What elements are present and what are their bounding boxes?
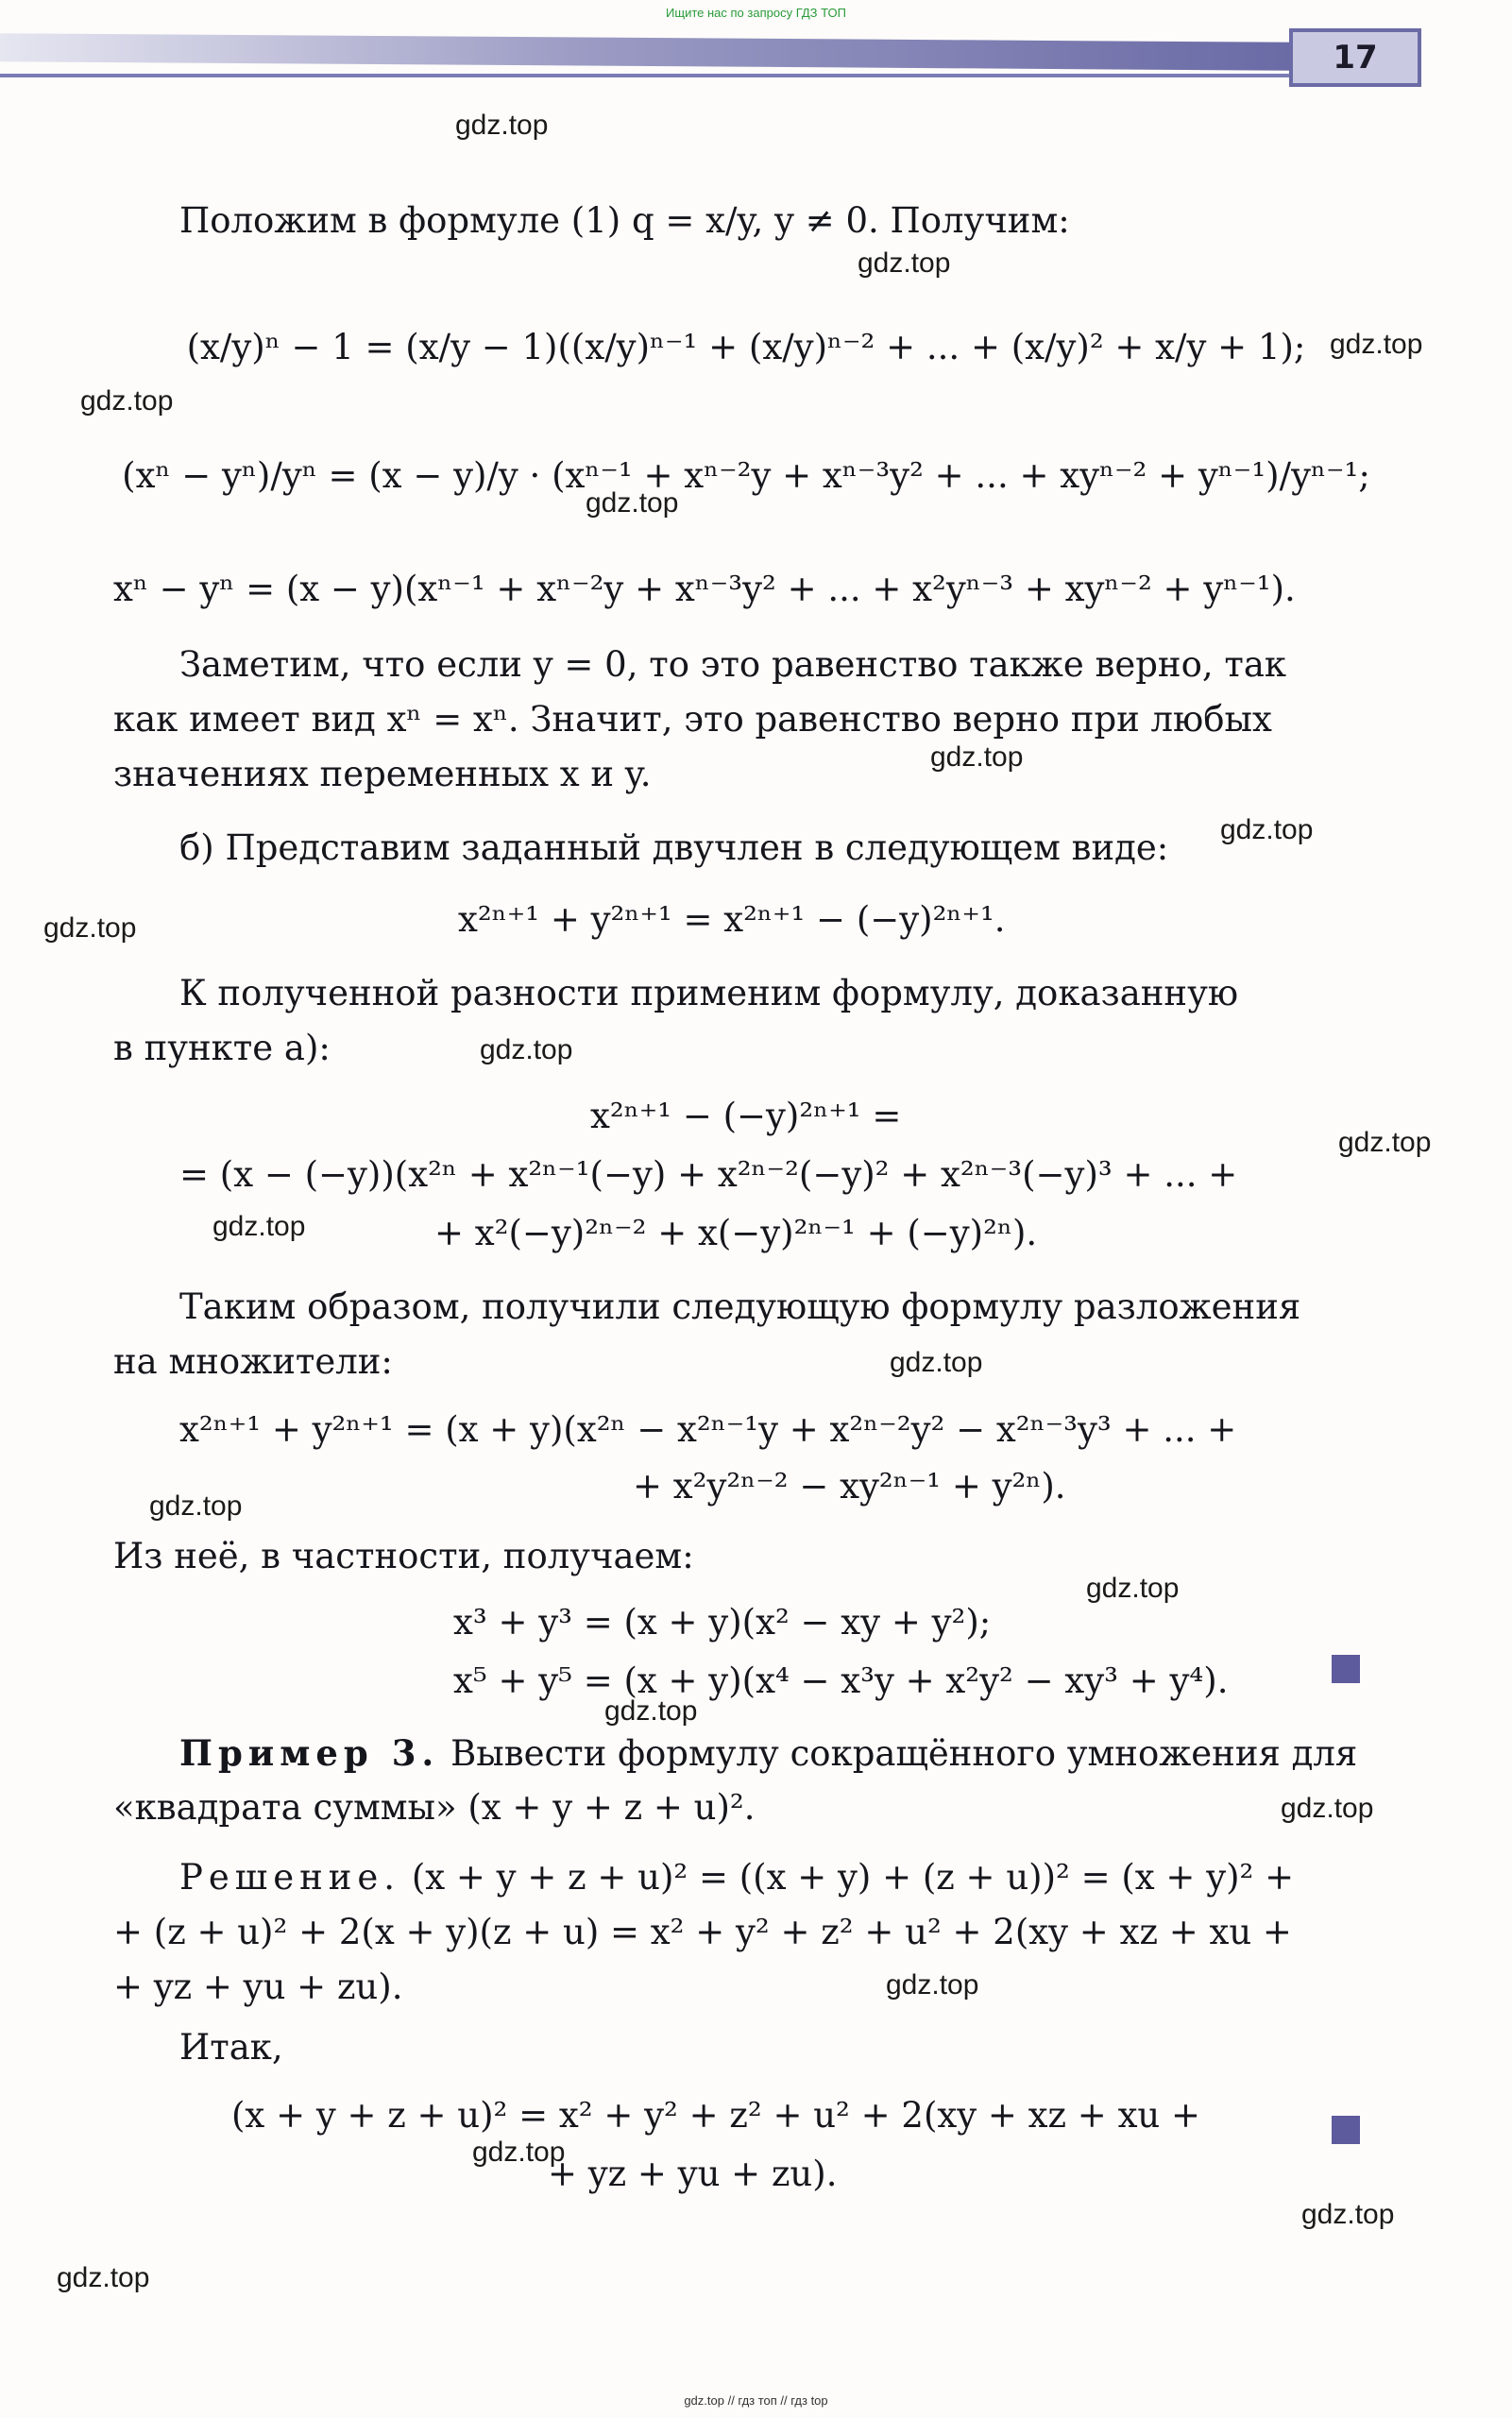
formula-line: + (z + u)² + 2(x + y)(z + u) = x² + y² + z² + u² + 2(xy + xz + xu + [113, 1912, 1292, 1952]
watermark: gdz.top [1281, 1793, 1374, 1824]
bottom-note: gdz.top // гдз топ // гдз top [684, 2393, 828, 2408]
watermark: gdz.top [455, 110, 549, 141]
text-line: как имеет вид xⁿ = xⁿ. Значит, это равенство верно при любых [113, 699, 1272, 740]
top-search-note: Ищите нас по запросу ГДЗ ТОП [666, 6, 846, 20]
formula-line: + x²(−y)²ⁿ⁻² + x(−y)²ⁿ⁻¹ + (−y)²ⁿ). [434, 1213, 1038, 1253]
solution-line [179, 1851, 1294, 1904]
formula-line: (xⁿ − yⁿ)/yⁿ = (x − y)/y · (xⁿ⁻¹ + xⁿ⁻²y + xⁿ⁻³y² + ... + xyⁿ⁻² + yⁿ⁻¹)/yⁿ⁻¹; [122, 455, 1370, 496]
watermark: gdz.top [149, 1490, 243, 1522]
formula-line: + yz + yu + zu). [113, 1967, 403, 2007]
formula-line: xⁿ − yⁿ = (x − y)(xⁿ⁻¹ + xⁿ⁻²y + xⁿ⁻³y² + ... + x²yⁿ⁻³ + xyⁿ⁻² + yⁿ⁻¹). [113, 569, 1296, 609]
formula-line: (x/y)ⁿ − 1 = (x/y − 1)((x/y)ⁿ⁻¹ + (x/y)ⁿ⁻² + ... + (x/y)² + x/y + 1); [186, 327, 1306, 367]
watermark: gdz.top [212, 1211, 306, 1242]
formula-line: x²ⁿ⁺¹ + y²ⁿ⁺¹ = x²ⁿ⁺¹ − (−y)²ⁿ⁺¹. [458, 899, 1006, 940]
formula-line: x²ⁿ⁺¹ + y²ⁿ⁺¹ = (x + y)(x²ⁿ − x²ⁿ⁻¹y + x²ⁿ⁻²y² − x²ⁿ⁻³y³ + ... + [179, 1409, 1237, 1450]
watermark: gdz.top [1301, 2199, 1395, 2230]
watermark: gdz.top [886, 1969, 979, 2001]
text-line: Таким образом, получили следующую формулу разложения [179, 1286, 1301, 1327]
end-of-solution-mark [1332, 1655, 1360, 1683]
page-number: 17 [1289, 28, 1421, 87]
solution-label: Решение. [179, 1857, 401, 1898]
watermark: gdz.top [604, 1695, 698, 1727]
text-line: значениях переменных x и y. [113, 754, 652, 794]
watermark: gdz.top [80, 385, 174, 417]
text-line: б) Представим заданный двучлен в следующем виде: [179, 827, 1169, 868]
formula-line: = (x − (−y))(x²ⁿ + x²ⁿ⁻¹(−y) + x²ⁿ⁻²(−y)² + x²ⁿ⁻³(−y)³ + ... + [179, 1154, 1238, 1195]
formula-line: (x + y + z + u)² = x² + y² + z² + u² + 2(xy + xz + xu + [231, 2095, 1201, 2136]
formula-line: x⁵ + y⁵ = (x + y)(x⁴ − x³y + x²y² − xy³ + y⁴). [453, 1660, 1229, 1701]
watermark: gdz.top [43, 912, 137, 944]
example-line [179, 1727, 1357, 1780]
watermark: gdz.top [1220, 814, 1314, 845]
watermark: gdz.top [1086, 1573, 1180, 1604]
text-line: Итак, [179, 2027, 283, 2068]
watermark: gdz.top [472, 2137, 566, 2168]
formula-line: + x²y²ⁿ⁻² − xy²ⁿ⁻¹ + y²ⁿ). [633, 1466, 1066, 1507]
formula-line: x²ⁿ⁺¹ − (−y)²ⁿ⁺¹ = [590, 1096, 902, 1136]
watermark: gdz.top [57, 2262, 150, 2293]
formula-line: + yz + yu + zu). [548, 2154, 838, 2194]
example-label: Пример 3. [179, 1732, 440, 1774]
watermark: gdz.top [930, 741, 1024, 773]
watermark: gdz.top [1338, 1127, 1432, 1158]
watermark: gdz.top [480, 1034, 573, 1065]
watermark: gdz.top [890, 1347, 983, 1378]
header-line [0, 74, 1294, 77]
text-line: «квадрата суммы» (x + y + z + u)². [113, 1787, 756, 1828]
text-line: К полученной разности применим формулу, доказанную [179, 973, 1239, 1013]
text-line: в пункте а): [113, 1028, 331, 1068]
end-of-solution-mark [1332, 2116, 1360, 2144]
example-text: Вывести формулу сокращённого умножения для [450, 1733, 1358, 1774]
text-line: Из неё, в частности, получаем: [113, 1536, 694, 1576]
solution-text: (x + y + z + u)² = ((x + y) + (z + u))² = (x + y)² + [411, 1857, 1295, 1898]
watermark: gdz.top [1330, 329, 1423, 360]
header-band [0, 33, 1294, 71]
watermark: gdz.top [586, 487, 679, 519]
watermark: gdz.top [858, 247, 951, 279]
text-line: Положим в формуле (1) q = x/y, y ≠ 0. Получим: [179, 200, 1070, 241]
formula-line: x³ + y³ = (x + y)(x² − xy + y²); [453, 1602, 992, 1643]
text-line: на множители: [113, 1341, 393, 1382]
text-line: Заметим, что если y = 0, то это равенство также верно, так [179, 644, 1287, 685]
